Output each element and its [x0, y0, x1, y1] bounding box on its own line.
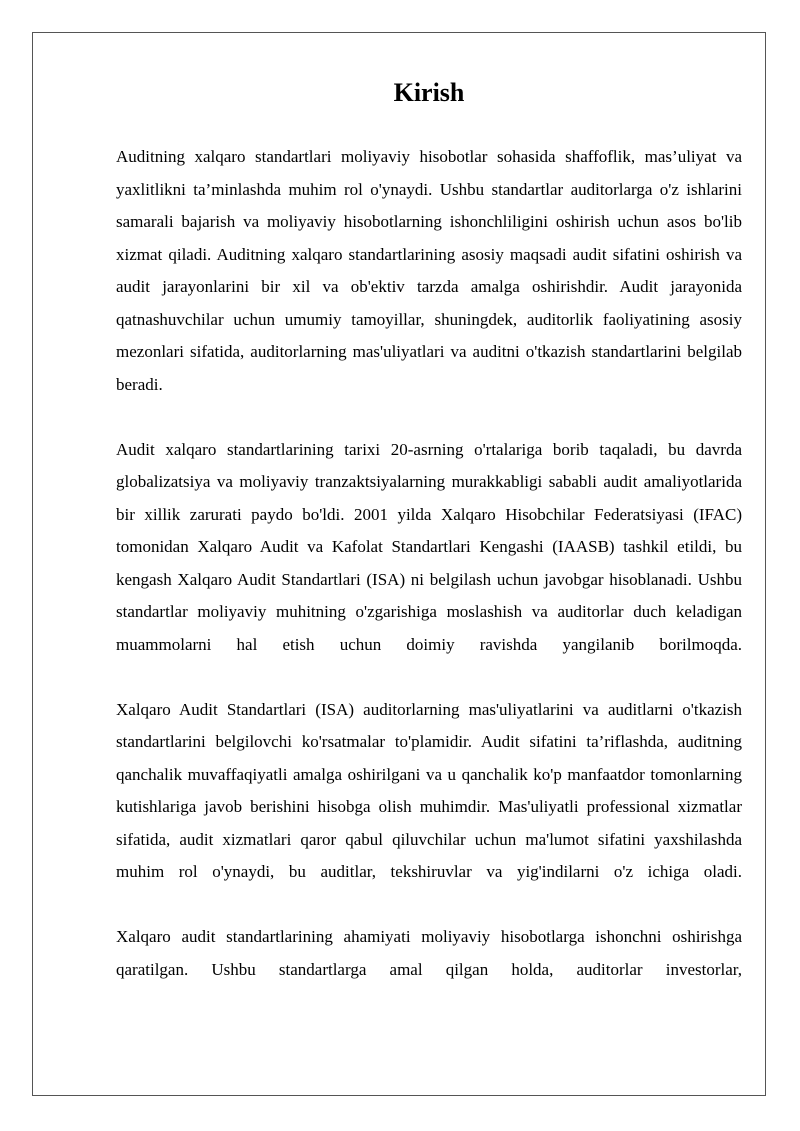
paragraph-3: Xalqaro Audit Standartlari (ISA) auditorlarning mas'uliyatlarini va auditlarni o'tkazish standartlarini belgilovchi ko'rsatmalar to'plamidir. Audit sifatini ta’riflashda, auditning qanchalik muvaffaqiyatli amalga oshirilgani va u qanchalik ko'p manfaatdor tomonlarning kutishlariga javob berishini hisobga olish muhimdir. Mas'uliyatli professional xizmatlar sifatida, audit xizmatlari qaror qabul qiluvchilar uchun ma'lumot sifatini yaxshilashda muhim rol o'ynaydi, bu auditlar, tekshiruvlar va yig'indilarni o'z ichiga oladi. [116, 699, 742, 881]
paragraph-1: Auditning xalqaro standartlari moliyaviy hisobotlar sohasida shaffoflik, mas’uliyat va yaxlitlikni ta’minlashda muhim rol o'ynaydi. Ushbu standartlar auditorlarga o'z ishlarini samarali bajarish va moliyaviy hisobotlarning ishonchliligini oshirish uchun asos bo'lib xizmat qiladi. Auditning xalqaro standartlarining asosiy maqsadi audit sifatini oshirish va audit jarayonlarini bir xil va ob'ektiv tarzda amalga oshirishdir. Audit jarayonida qatnashuvchilar uchun umumiy tamoyillar, shuningdek, auditorlik faoliyatining asosiy mezonlari sifatida, auditorlarning mas'uliyatlari va auditni o'tkazish standartlarini belgilab beradi. [116, 147, 742, 394]
paragraph-4: Xalqaro audit standartlarining ahamiyati moliyaviy hisobotlarga ishonchni oshirishga qaratilgan. Ushbu standartlarga amal qilgan holda, auditorlar investorlar, [116, 927, 742, 979]
document-page [32, 32, 766, 1096]
paragraph-2: Audit xalqaro standartlarining tarixi 20-asrning o'rtalariga borib taqaladi, bu davrda globalizatsiya va moliyaviy tranzaktsiyalarning murakkabligi sababli audit amaliyotlarida bir xillik zarurati paydo bo'ldi. 2001 yilda Xalqaro Hisobchilar Federatsiyasi (IFAC) tomonidan Xalqaro Audit va Kafolat Standartlari Kengashi (IAASB) tashkil etildi, bu kengash Xalqaro Audit Standartlari (ISA) ni belgilash uchun javobgar hisoblanadi. Ushbu standartlar moliyaviy muhitning o'zgarishiga moslashish va auditorlar duch keladigan muammolarni hal etish uchun doimiy ravishda yangilanib borilmoqda. [116, 439, 742, 654]
document-body [116, 75, 742, 986]
document-title: Kirish [393, 78, 465, 107]
